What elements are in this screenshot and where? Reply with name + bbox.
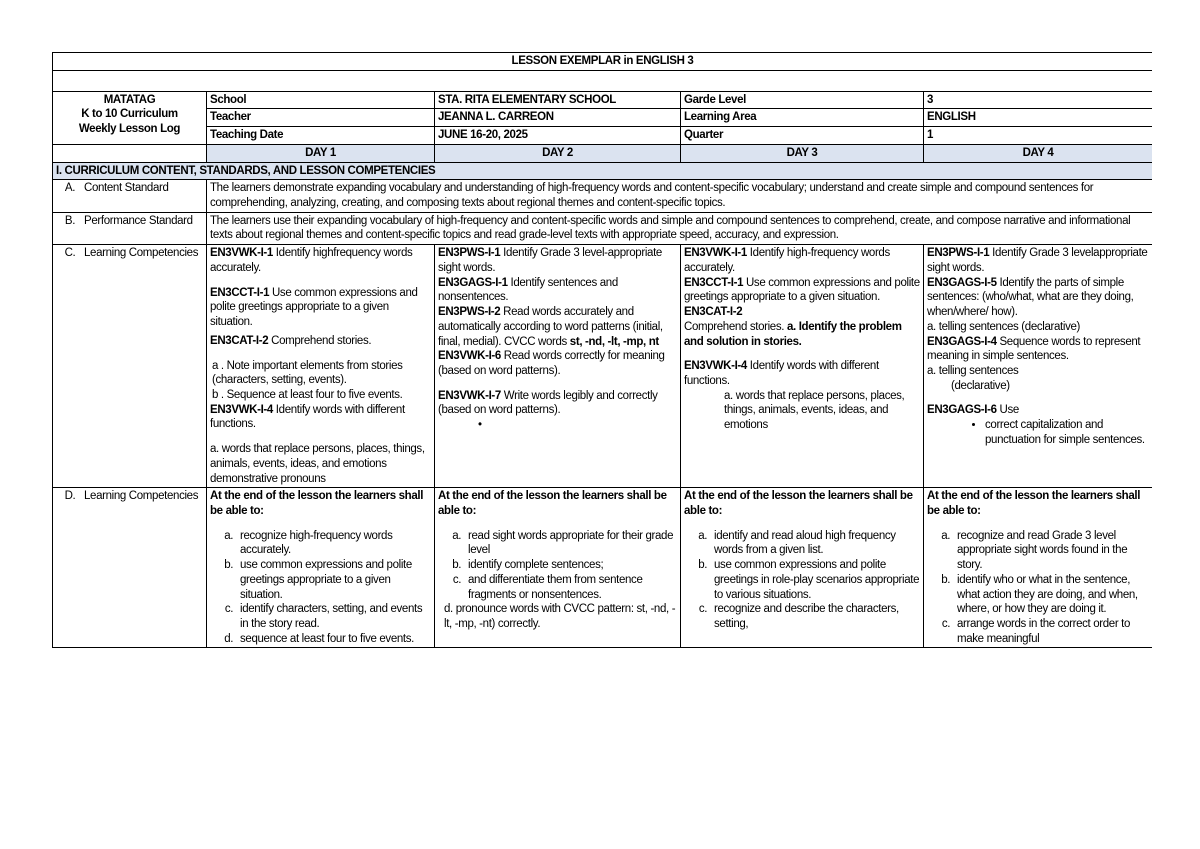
quarter-label: Quarter	[681, 127, 924, 145]
objectives-day-3: At the end of the lesson the learners shall be able to: a. identify and read aloud high frequency words from a given list. b. use common expressions and polite greetings in role-play scenarios appropriate to various situations. c. recognize and describe the characters, setting,	[681, 488, 924, 648]
performance-standard-label: Performance Standard	[84, 214, 193, 227]
area-label: Learning Area	[681, 109, 924, 127]
title-row	[53, 53, 1153, 71]
area-value: ENGLISH	[924, 109, 1153, 127]
grade-value: 3	[924, 91, 1153, 109]
competencies-label: Learning Competencies	[84, 247, 199, 260]
day-2-header: DAY 2	[435, 144, 681, 162]
teacher-label: Teacher	[207, 109, 435, 127]
objectives-day-2: At the end of the lesson the learners shall be able to: a. read sight words appropriate for their grade level b. identify complete sentences; c. and differentiate them from sentence fragments or nonsentences. d. pronounce words with CVCC pattern: st, -nd, -lt, -mp, -nt) correctly.	[435, 488, 681, 648]
day-1-header: DAY 1	[207, 144, 435, 162]
header-row-1	[53, 91, 1153, 109]
content-standard-text: The learners demonstrate expanding vocabulary and understanding of high-frequency words and content-specific vocabulary; understand and create simple and compound sentences for comprehending, analyzing, creating, and composing texts about regional themes and content-specific topics.	[207, 180, 1153, 212]
competencies-day-3: EN3VWK-I-1 Identify high-frequency words accurately. EN3CCT-I-1 Use common expressions and polite greetings appropriate to a given situation. EN3CAT-I-2 Comprehend stories. a. Identify the problem and solution in stories. EN3VWK-I-4 Identify words with different functions. a. words that replace persons, places, things, animals, events, ideas, and emotions	[681, 245, 924, 488]
objectives-row: D. Learning Competencies At the end of the lesson the learners shall be able to: a. recognize high-frequency words accurately. b. use common expressions and polite greetings appropriate to a given situation. c. identify characters, setting, and events in the story read. d. sequence at least four to five events. At the end of the lesson the learners shall be able to: a. read sight words appropriate for their grade level b. identify complete sentences; c. and differentiate them from sentence fragments or nonsentences. d. pronounce words with CVCC pattern: st, -nd, -lt, -mp, -nt) correctly. At the end of the lesson the learners shall be able to: a. identify and read aloud high frequency words from a given list. b. use common expressions and polite greetings in role-play scenarios appropriate to various situations. c. recognize and describe the characters, setting, At the end of the lesson the learners shall be able to: a. recognize and read Grade 3 level appropriate sight words found in the story. b. identify who or what in the sentence, what action they are doing, and when, where, or how they are doing it. c. arrange words in the correct order to make meaningful	[53, 488, 1153, 648]
curriculum-label: MATATAG K to 10 Curriculum Weekly Lesson Log	[53, 91, 207, 144]
competencies-day-4: EN3PWS-I-1 Identify Grade 3 levelappropriate sight words. EN3GAGS-I-5 Identify the parts of simple sentences: (who/what, what are they doing, when/where/ how). a. telling sentences (declarative) EN3GAGS-I-4 Sequence words to represent meaning in simple sentences. a. telling sentences (declarative) EN3GAGS-I-6 Use • correct capitalization and punctuation for simple sentences.	[924, 245, 1153, 488]
objectives-label: Learning Competencies	[84, 490, 199, 503]
header-row-2	[53, 109, 1153, 127]
school-value: STA. RITA ELEMENTARY SCHOOL	[435, 91, 681, 109]
blank-row	[53, 70, 1153, 91]
section-1-row	[53, 162, 1153, 180]
content-standard-label: Content Standard	[84, 182, 169, 195]
school-label: School	[207, 91, 435, 109]
date-value: JUNE 16-20, 2025	[435, 127, 681, 145]
section-1-heading: I. CURRICULUM CONTENT, STANDARDS, AND LESSON COMPETENCIES	[53, 162, 1153, 180]
competencies-day-1: EN3VWK-I-1 Identify highfrequency words accurately. EN3CCT-I-1 Use common expressions and polite greetings appropriate to a given situation. EN3CAT-I-2 Comprehend stories. a . Note important elements from stories (characters, setting, events). b . Sequence at least four to five events. EN3VWK-I-4 Identify words with different functions. a. words that replace persons, places, things, animals, events, ideas, and emotions demonstrative pronouns	[207, 245, 435, 488]
day-header-row	[53, 144, 1153, 162]
grade-label: Garde Level	[681, 91, 924, 109]
day-3-header: DAY 3	[681, 144, 924, 162]
performance-standard-row: B. Performance Standard The learners use their expanding vocabulary of high-frequency and content-specific words and simple and compound sentences to comprehend, create, and compose narrative and informational texts about regional themes and content-specific topics and read grade-level texts with appropriate speed, accuracy, and expression.	[53, 212, 1153, 244]
document-title: LESSON EXEMPLAR in ENGLISH 3	[53, 53, 1153, 71]
performance-standard-text: The learners use their expanding vocabulary of high-frequency and content-specific words and simple and compound sentences to comprehend, create, and compose narrative and informational texts about regional themes and content-specific topics and read grade-level texts with appropriate speed, accuracy, and expression.	[207, 212, 1153, 244]
date-label: Teaching Date	[207, 127, 435, 145]
header-row-3	[53, 127, 1153, 145]
content-standard-row: A. Content Standard The learners demonstrate expanding vocabulary and understanding of high-frequency words and content-specific vocabulary; understand and create simple and compound sentences for comprehending, analyzing, creating, and composing texts about regional themes and content-specific topics.	[53, 180, 1153, 212]
lesson-table	[52, 52, 1152, 648]
quarter-value: 1	[924, 127, 1153, 145]
objectives-day-1: At the end of the lesson the learners shall be able to: a. recognize high-frequency words accurately. b. use common expressions and polite greetings appropriate to a given situation. c. identify characters, setting, and events in the story read. d. sequence at least four to five events.	[207, 488, 435, 648]
competencies-row: C. Learning Competencies EN3VWK-I-1 Identify highfrequency words accurately. EN3CCT-I-1 Use common expressions and polite greetings appropriate to a given situation. EN3CAT-I-2 Comprehend stories. a . Note important elements from stories (characters, setting, events). b . Sequence at least four to five events. EN3VWK-I-4 Identify words with different functions. a. words that replace persons, places, things, animals, events, ideas, and emotions demonstrative pronouns EN3PWS-I-1 Identify Grade 3 level-appropriate sight words. EN3GAGS-I-1 Identify sentences and nonsentences. EN3PWS-I-2 Read words accurately and automatically according to word patterns (initial, final, medial). CVCC words st, -nd, -lt, -mp, nt EN3VWK-I-6 Read words correctly for meaning (based on word patterns). EN3VWK-I-7 Write words legibly and correctly (based on word patterns). • EN3VWK-I-1 Identify high-frequency words accurately. EN3CCT-I-1 Use common expressions and polite greetings appropriate to a given situation. EN3CAT-I-2 Comprehend stories. a. Identify the problem and solution in stories. EN3VWK-I-4 Identify words with different functions. a. words that replace persons, places, things, animals, events, ideas, and emotions EN3PWS-I-1 Identify Grade 3 levelappropriate sight words. EN3GAGS-I-5 Identify the parts of simple sentences: (who/what, what are they doing, when/where/ how). a. telling sentences (declarative) EN3GAGS-I-4 Sequence words to represent meaning in simple sentences. a. telling sentences (declarative) EN3GAGS-I-6 Use • correct capitalization and punctuation for simple sentences.	[53, 245, 1153, 488]
objectives-day-4: At the end of the lesson the learners shall be able to: a. recognize and read Grade 3 level appropriate sight words found in the story. b. identify who or what in the sentence, what action they are doing, and when, where, or how they are doing it. c. arrange words in the correct order to make meaningful	[924, 488, 1153, 648]
day-4-header: DAY 4	[924, 144, 1153, 162]
teacher-value: JEANNA L. CARREON	[435, 109, 681, 127]
competencies-day-2: EN3PWS-I-1 Identify Grade 3 level-appropriate sight words. EN3GAGS-I-1 Identify sentences and nonsentences. EN3PWS-I-2 Read words accurately and automatically according to word patterns (initial, final, medial). CVCC words st, -nd, -lt, -mp, nt EN3VWK-I-6 Read words correctly for meaning (based on word patterns). EN3VWK-I-7 Write words legibly and correctly (based on word patterns). •	[435, 245, 681, 488]
lesson-exemplar-page	[52, 52, 1152, 782]
